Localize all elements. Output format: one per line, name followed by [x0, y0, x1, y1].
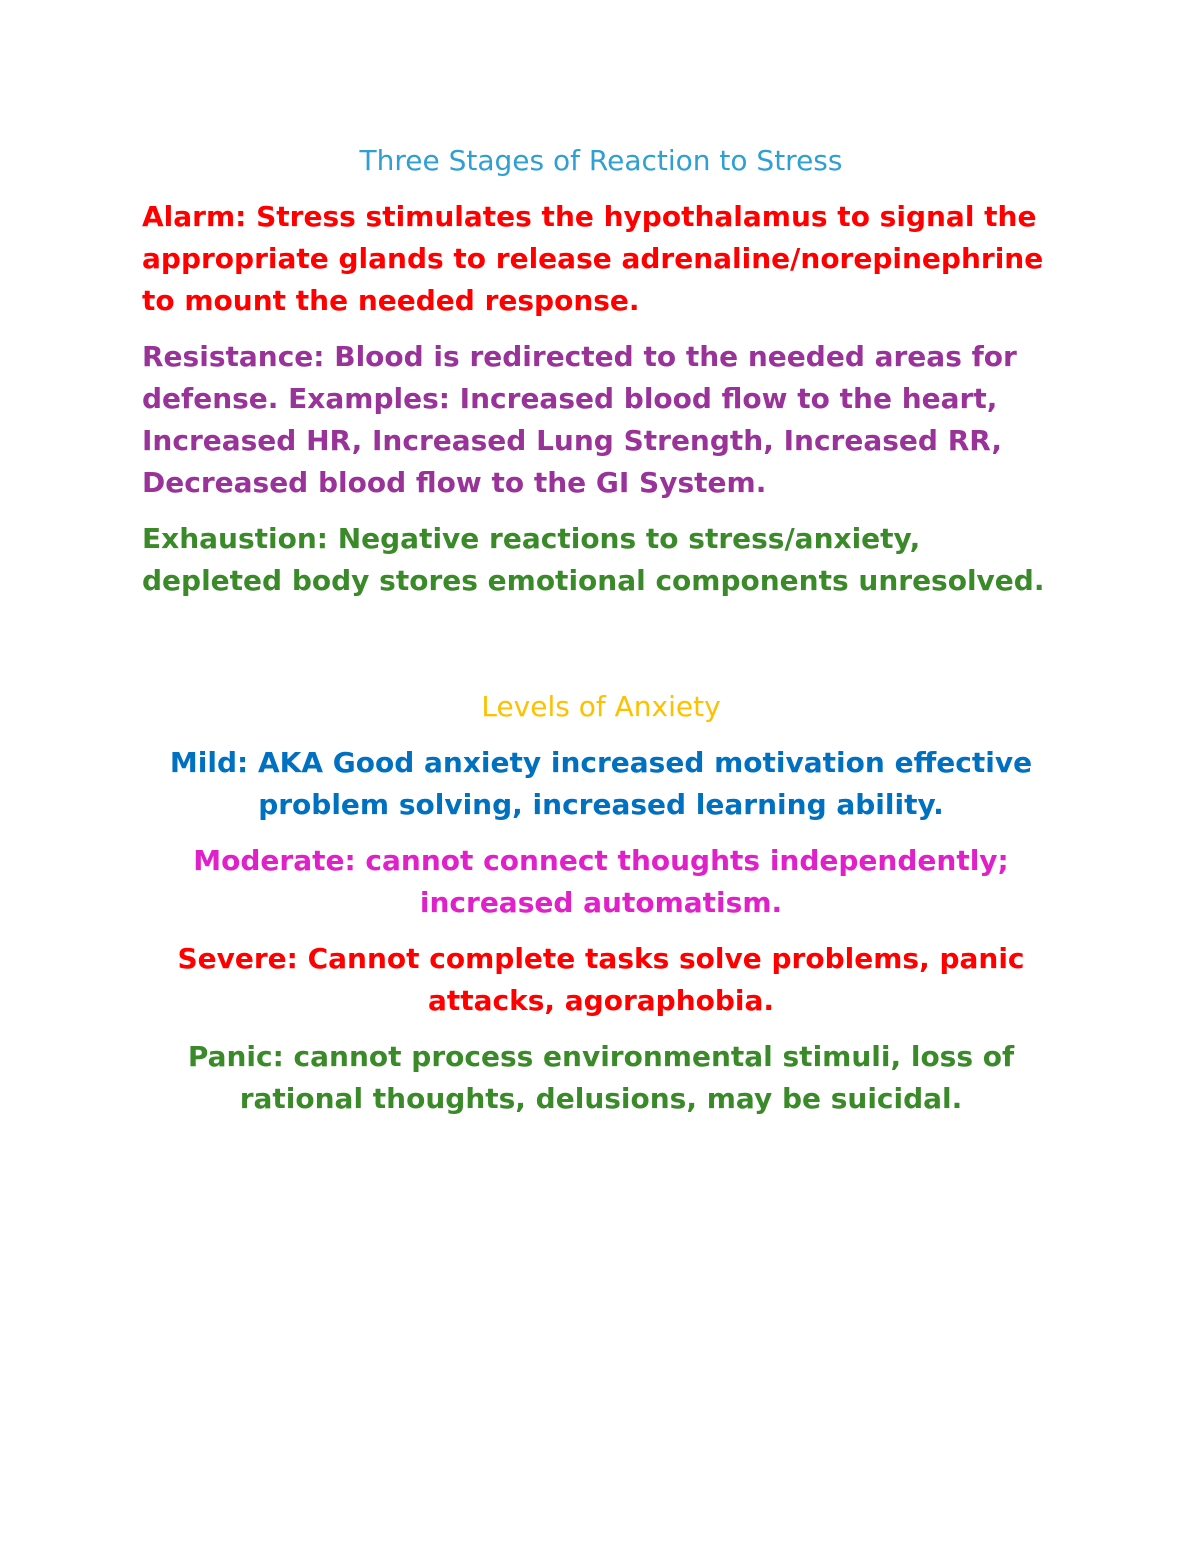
stress-stages-title: Three Stages of Reaction to Stress [359, 144, 843, 177]
anxiety-levels-title: Levels of Anxiety [481, 690, 721, 723]
mild-paragraph: Mild: AKA Good anxiety increased motivation effective problem solving, increased learning ability. [169, 746, 1033, 821]
panic-paragraph: Panic: cannot process environmental stimuli, loss of rational thoughts, delusions, may be suicidal. [187, 1040, 1015, 1115]
document-page [142, 140, 1060, 1134]
moderate-paragraph: Moderate: cannot connect thoughts independently; increased automatism. [193, 844, 1009, 919]
severe-paragraph: Severe: Cannot complete tasks solve problems, panic attacks, agoraphobia. [177, 942, 1025, 1017]
alarm-paragraph: Alarm: Stress stimulates the hypothalamus to signal the appropriate glands to release adrenaline/norepinephrine to mount the needed response. [142, 200, 1044, 317]
exhaustion-paragraph: Exhaustion: Negative reactions to stress/anxiety, depleted body stores emotional components unresolved. [142, 522, 1045, 597]
resistance-paragraph: Resistance: Blood is redirected to the needed areas for defense. Examples: Increased blood flow to the heart, Increased HR, Increased Lung Strength, Increased RR, Decreased blood flow to the GI System. [142, 340, 1017, 499]
section-spacer [142, 616, 1060, 686]
